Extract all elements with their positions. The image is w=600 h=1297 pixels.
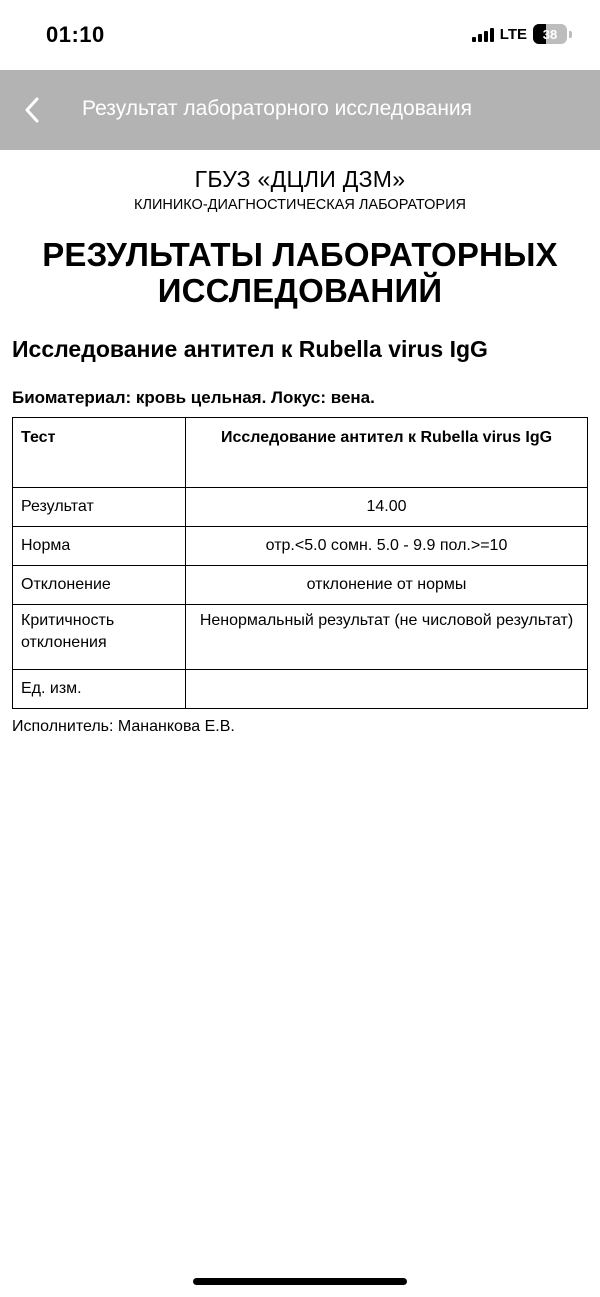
results-table xyxy=(12,417,588,709)
status-indicators xyxy=(472,24,572,44)
status-bar xyxy=(0,0,600,70)
navigation-bar xyxy=(0,70,600,150)
row-value: 14.00 xyxy=(186,488,588,527)
table-row xyxy=(13,670,588,709)
row-label: Отклонение xyxy=(13,566,186,605)
header-label-cell: Тест xyxy=(13,418,186,488)
table-row xyxy=(13,605,588,670)
status-time: 01:10 xyxy=(46,22,105,47)
table-row xyxy=(13,488,588,527)
executor-info: Исполнитель: Мананкова Е.В. xyxy=(12,718,235,735)
row-label: Критичность отклонения xyxy=(13,605,186,670)
page-title: Результат лабораторного исследования xyxy=(82,97,473,120)
organization-name: ГБУЗ «ДЦЛИ ДЗМ» xyxy=(194,166,406,192)
header-value-cell: Исследование антител к Rubella virus IgG xyxy=(186,418,588,488)
table-row xyxy=(13,566,588,605)
report-document xyxy=(12,150,588,736)
chevron-left-icon xyxy=(24,97,40,123)
row-value: Ненормальный результат (не числовой результат) xyxy=(186,605,588,670)
row-label: Норма xyxy=(13,527,186,566)
battery-tip xyxy=(569,31,572,38)
table-header-row xyxy=(13,418,588,488)
row-value: отр.<5.0 сомн. 5.0 - 9.9 пол.>=10 xyxy=(186,527,588,566)
laboratory-name: КЛИНИКО-ДИАГНОСТИЧЕСКАЯ ЛАБОРАТОРИЯ xyxy=(134,197,466,213)
table-row xyxy=(13,527,588,566)
report-title xyxy=(12,237,588,309)
report-title-line-2: ИССЛЕДОВАНИЙ xyxy=(157,272,443,309)
home-indicator[interactable] xyxy=(193,1278,407,1285)
network-type: LTE xyxy=(499,25,527,43)
biomaterial-info: Биоматериал: кровь цельная. Локус: вена. xyxy=(12,388,375,407)
study-title: Исследование антител к Rubella virus IgG xyxy=(12,336,488,362)
row-value: отклонение от нормы xyxy=(186,566,588,605)
signal-bars-icon xyxy=(472,26,494,42)
row-label: Ед. изм. xyxy=(13,670,186,709)
row-value xyxy=(186,670,588,709)
battery-icon xyxy=(533,24,567,44)
back-button[interactable] xyxy=(14,92,50,128)
report-title-line-1: РЕЗУЛЬТАТЫ ЛАБОРАТОРНЫХ xyxy=(42,236,558,273)
battery-level: 38 xyxy=(542,26,558,42)
row-label: Результат xyxy=(13,488,186,527)
